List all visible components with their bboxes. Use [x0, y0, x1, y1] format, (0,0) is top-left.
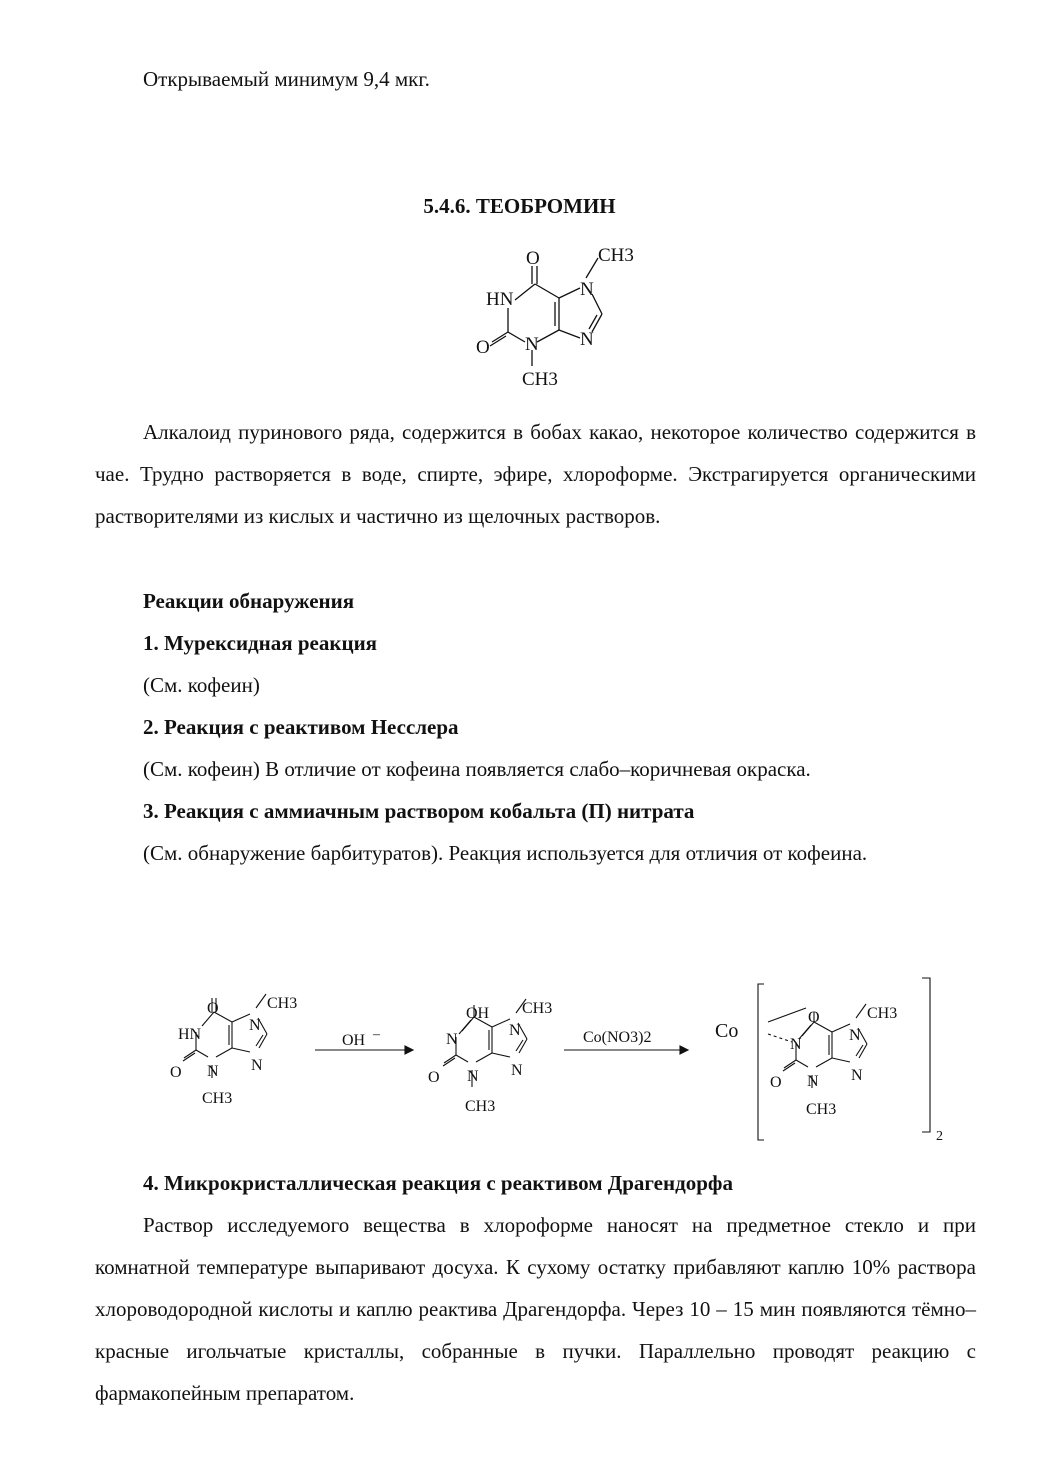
- atom-ch3-n7: CH3: [598, 245, 634, 266]
- description-paragraph: Алкалоид пуринового ряда, содержится в бобах какао, некоторое количество содержится в чае. Трудно растворяется в воде, спирте, эфире, хлороформе. Экстрагируется органическими растворителями из кислых и частично из щелочных растворов.: [95, 420, 976, 528]
- m1-n7: N: [249, 1017, 261, 1034]
- bond: [508, 332, 525, 342]
- detection-heading: Реакции обнаружения: [143, 589, 355, 613]
- atom-o-left: O: [476, 337, 490, 358]
- m2-o2: O: [428, 1069, 440, 1086]
- bond: [559, 330, 580, 338]
- atom-o-top: O: [526, 248, 540, 269]
- m3-ch3a: CH3: [867, 1005, 898, 1022]
- m1-n9: N: [251, 1057, 263, 1074]
- atom-ch3-n3: CH3: [522, 369, 558, 390]
- m1-ch3b: CH3: [202, 1090, 233, 1107]
- reaction-2-text: (См. кофеин) В отличие от кофеина появляется слабо–коричневая окраска.: [143, 757, 811, 781]
- m2-n9: N: [511, 1062, 523, 1079]
- m3-n7: N: [849, 1027, 861, 1044]
- reaction-4-text: Раствор исследуемого вещества в хлороформе наносят на предметное стекло и при комнатной температуре выпаривают досуха. К сухому остатку прибавляют каплю 10% раствора хлороводородной кислоты и каплю реактива Драгендорфа. Через 10 – 15 мин появляются тёмно–красные игольчатые кристаллы, собранные в пучки. Параллельно проводят реакцию с фармакопейным препаратом.: [95, 1213, 976, 1405]
- bond: [586, 258, 598, 278]
- reagent-cobalt-nitrate: Co(NO3)2: [583, 1029, 652, 1046]
- m1-o2: O: [170, 1064, 182, 1081]
- m3-o: O: [808, 1009, 820, 1026]
- m2-n3: N: [467, 1068, 479, 1085]
- m2-n1: N: [446, 1031, 458, 1048]
- detection-limit-line: Открываемый минимум 9,4 мкг.: [143, 67, 430, 91]
- section-title: 5.4.6. ТЕОБРОМИН: [423, 194, 616, 218]
- bond: [535, 284, 559, 298]
- m3-n1: N: [790, 1036, 802, 1053]
- reaction-3-text: (См. обнаружение барбитуратов). Реакция используется для отличия от кофеина.: [143, 841, 868, 865]
- atom-n3: N: [525, 334, 539, 355]
- m1-n3: N: [207, 1063, 219, 1080]
- m3-n9: N: [851, 1067, 863, 1084]
- reaction-scheme: [160, 970, 960, 1150]
- m1-hn: HN: [178, 1026, 202, 1043]
- m3-n3: N: [807, 1073, 819, 1090]
- m1-o: O: [207, 1000, 219, 1017]
- atom-n7: N: [580, 279, 594, 300]
- bond: [515, 284, 535, 300]
- m1-ch3a: CH3: [267, 995, 298, 1012]
- bond: [589, 315, 597, 329]
- bond: [559, 288, 580, 298]
- reaction-2-title: 2. Реакция с реактивом Несслера: [143, 715, 459, 739]
- m3-o2: O: [770, 1074, 782, 1091]
- complex-subscript: 2: [936, 1129, 943, 1144]
- m2-ch3a: CH3: [522, 1000, 553, 1017]
- m3-ch3b: CH3: [806, 1101, 837, 1118]
- reaction-4-title: 4. Микрокристаллическая реакция с реактивом Драгендорфа: [143, 1171, 733, 1195]
- reaction-1-text: (См. кофеин): [143, 673, 260, 697]
- bond: [537, 330, 559, 342]
- m2-ch3b: CH3: [465, 1098, 496, 1115]
- atom-n9: N: [580, 329, 594, 350]
- atom-hn: HN: [486, 289, 514, 310]
- metal-co: Co: [715, 1020, 739, 1042]
- m2-n7: N: [509, 1022, 521, 1039]
- theobromine-structure: [470, 238, 650, 398]
- reagent-oh-charge: –: [373, 1027, 380, 1042]
- reagent-oh: OH: [342, 1032, 366, 1049]
- reaction-1-title: 1. Мурексидная реакция: [143, 631, 378, 655]
- m2-oh: OH: [466, 1005, 490, 1022]
- reaction-3-title: 3. Реакция с аммиачным раствором кобальта (П) нитрата: [143, 799, 695, 823]
